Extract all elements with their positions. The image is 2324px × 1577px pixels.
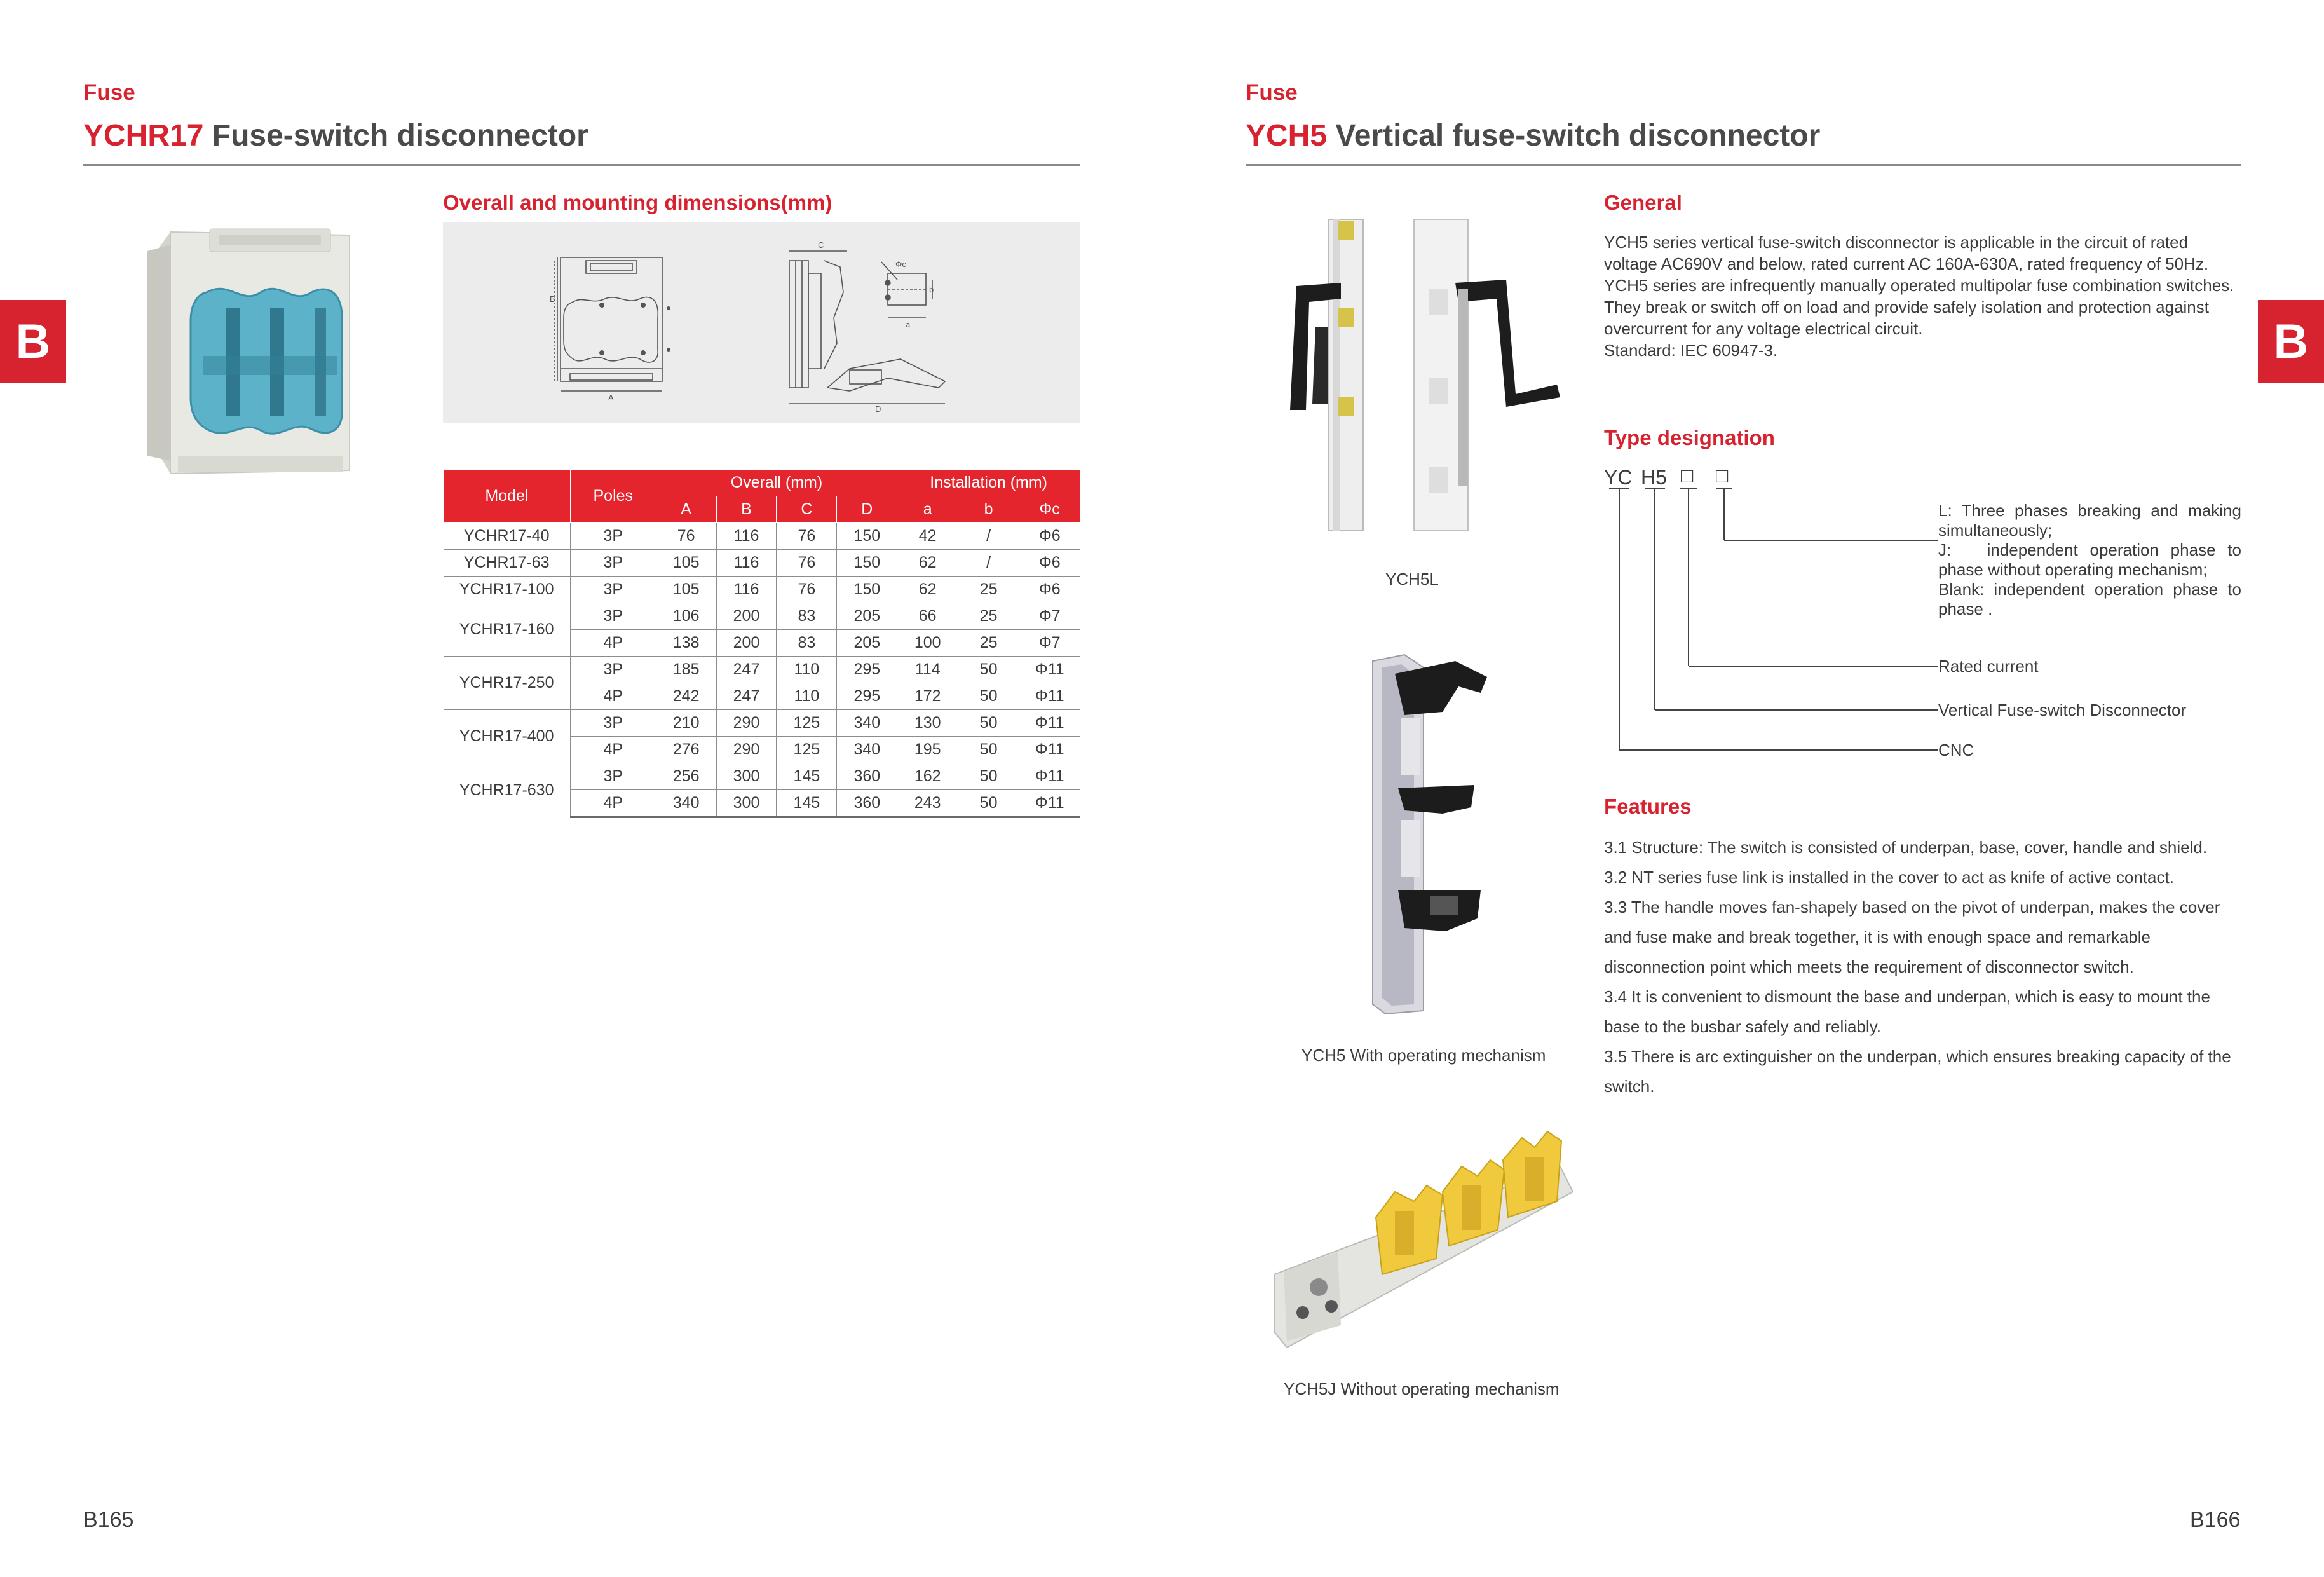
table-subheader: b	[958, 496, 1019, 523]
table-cell-value: 150	[837, 550, 897, 577]
table-cell-value: Φ11	[1019, 737, 1080, 763]
right-page-title	[1246, 118, 1820, 153]
table-cell-value: 256	[656, 763, 716, 790]
table-cell-value: Φ6	[1019, 577, 1080, 603]
table-cell-poles: 3P	[570, 763, 656, 790]
table-cell-value: 200	[716, 630, 777, 657]
ych5l-product-image	[1277, 213, 1570, 537]
type-code-h5: H5	[1641, 466, 1667, 489]
features-heading: Features	[1604, 795, 1692, 818]
table-cell-value: 300	[716, 763, 777, 790]
table-cell-poles: 4P	[570, 630, 656, 657]
ych5j-without-mechanism-image	[1268, 1122, 1579, 1351]
right-page-number: B166	[2190, 1508, 2241, 1532]
table-cell-value: Φ6	[1019, 523, 1080, 550]
table-cell-value: 150	[837, 523, 897, 550]
table-row	[444, 763, 1080, 790]
table-cell-value: 50	[958, 737, 1019, 763]
dimension-table-body	[444, 523, 1080, 817]
left-page-title	[83, 118, 588, 153]
table-cell-value: 106	[656, 603, 716, 630]
table-cell-value: 116	[716, 577, 777, 603]
table-header-model: Model	[444, 470, 571, 523]
table-cell-value: 105	[656, 577, 716, 603]
general-heading: General	[1604, 191, 1682, 214]
general-paragraph: YCH5 series vertical fuse-switch disconnector is applicable in the circuit of rated voltage AC690V and below, rated current AC 160A-630A, rated frequency of 50Hz.	[1604, 233, 2209, 273]
table-cell-value: 125	[777, 737, 837, 763]
type-code-box-2: □	[1716, 464, 1729, 487]
table-cell-value: 116	[716, 523, 777, 550]
general-paragraph: YCH5 series are infrequently manually operated multipolar fuse combination switches.	[1604, 276, 2234, 295]
table-cell-value: 276	[656, 737, 716, 763]
table-cell-value: 145	[777, 763, 837, 790]
left-page-number: B165	[83, 1508, 134, 1532]
left-title-rest: Fuse-switch disconnector	[212, 119, 588, 153]
type-label-j: J: independent operation phase to phase without operating mechanism;	[1938, 540, 2241, 579]
features-text: 3.1 Structure: The switch is consisted of underpan, base, cover, handle and shield. 3.2 NT series fuse link is installed in the cover to act as knife of active contact. 3.3 The handle moves fan-shapely based on the pivot of underpan, makes the cover and fuse make and break together, it is with enough space and remarkable disconnection point which meets the requirement of disconnector switch. 3.4 It is convenient to dismount the base and underpan, which is easy to mount the base to the busbar safely and reliably. 3.5 There is arc extinguisher on the underpan, which ensures breaking capacity of the switch.	[1604, 838, 2231, 1096]
table-cell-value: 66	[897, 603, 958, 630]
type-label-vertical: Vertical Fuse-switch Disconnector	[1938, 700, 2187, 720]
table-cell-value: 76	[656, 523, 716, 550]
table-cell-value: Φ7	[1019, 603, 1080, 630]
table-cell-value: 162	[897, 763, 958, 790]
table-cell-value: Φ11	[1019, 790, 1080, 817]
type-label-blank: Blank: independent operation phase to phase .	[1938, 580, 2241, 618]
right-title-rest: Vertical fuse-switch disconnector	[1335, 119, 1821, 153]
general-paragraph: They break or switch off on load and provide safely isolation and protection against overcurrent for any voltage electrical circuit.	[1604, 297, 2209, 338]
table-cell-value: 243	[897, 790, 958, 817]
table-cell-value: Φ11	[1019, 763, 1080, 790]
table-cell-value: 247	[716, 657, 777, 683]
type-label-l: L: Three phases breaking and making simultaneously;	[1938, 501, 2241, 540]
table-cell-value: Φ11	[1019, 710, 1080, 737]
table-cell-value: 76	[777, 577, 837, 603]
table-cell-poles: 3P	[570, 550, 656, 577]
table-cell-poles: 4P	[570, 737, 656, 763]
table-cell-value: 205	[837, 603, 897, 630]
table-cell-value: 138	[656, 630, 716, 657]
table-cell-value: 300	[716, 790, 777, 817]
table-cell-poles: 3P	[570, 523, 656, 550]
general-text	[1604, 231, 2241, 361]
table-cell-value: 205	[837, 630, 897, 657]
table-cell-value: 295	[837, 657, 897, 683]
table-cell-value: 125	[777, 710, 837, 737]
type-label-mechanism	[1938, 501, 2241, 619]
table-cell-model: YCHR17-63	[444, 550, 571, 577]
table-cell-value: 290	[716, 710, 777, 737]
drawing-label-phi: Φc	[895, 259, 906, 269]
table-subheader: B	[716, 496, 777, 523]
table-cell-value: 185	[656, 657, 716, 683]
table-cell-value: 360	[837, 763, 897, 790]
ychr17-product-image	[140, 219, 359, 483]
drawing-label-b: B	[550, 294, 555, 304]
table-cell-poles: 3P	[570, 657, 656, 683]
table-row	[444, 710, 1080, 737]
table-row	[444, 577, 1080, 603]
table-cell-value: Φ7	[1019, 630, 1080, 657]
table-cell-poles: 4P	[570, 790, 656, 817]
table-cell-value: Φ11	[1019, 657, 1080, 683]
type-designation-heading: Type designation	[1604, 426, 1775, 449]
table-cell-value: 25	[958, 603, 1019, 630]
type-label-cnc: CNC	[1938, 741, 1974, 760]
right-title-rule	[1246, 164, 2241, 166]
table-cell-value: Φ11	[1019, 683, 1080, 710]
table-cell-value: 25	[958, 630, 1019, 657]
table-cell-model: YCHR17-100	[444, 577, 571, 603]
table-cell-value: 50	[958, 710, 1019, 737]
table-cell-poles: 3P	[570, 710, 656, 737]
table-cell-model: YCHR17-630	[444, 763, 571, 817]
table-cell-value: Φ6	[1019, 550, 1080, 577]
ych5-with-mechanism-image	[1335, 648, 1500, 1017]
table-row	[444, 657, 1080, 683]
table-cell-value: 340	[656, 790, 716, 817]
table-cell-value: 200	[716, 603, 777, 630]
drawing-label-small-b: b	[929, 285, 934, 294]
type-code-box-1: □	[1681, 464, 1694, 487]
table-cell-value: 150	[837, 577, 897, 603]
table-cell-value: 110	[777, 683, 837, 710]
table-subheader: a	[897, 496, 958, 523]
table-subheader: Φc	[1019, 496, 1080, 523]
table-cell-value: 100	[897, 630, 958, 657]
table-header-poles: Poles	[570, 470, 656, 523]
table-cell-value: 110	[777, 657, 837, 683]
table-subheader: D	[837, 496, 897, 523]
dimensions-heading: Overall and mounting dimensions(mm)	[443, 191, 832, 214]
table-cell-poles: 3P	[570, 577, 656, 603]
table-cell-value: 105	[656, 550, 716, 577]
table-cell-model: YCHR17-40	[444, 523, 571, 550]
dimension-table	[443, 469, 1080, 818]
table-cell-value: 50	[958, 657, 1019, 683]
table-cell-model: YCHR17-250	[444, 657, 571, 710]
table-cell-poles: 4P	[570, 683, 656, 710]
table-cell-value: 340	[837, 710, 897, 737]
left-title-rule	[83, 164, 1080, 166]
table-cell-value: 114	[897, 657, 958, 683]
table-cell-value: 130	[897, 710, 958, 737]
table-cell-value: 195	[897, 737, 958, 763]
drawing-label-a: A	[608, 393, 614, 402]
table-cell-value: 210	[656, 710, 716, 737]
table-cell-value: 340	[837, 737, 897, 763]
right-category: Fuse	[1246, 80, 1298, 105]
table-cell-value: 42	[897, 523, 958, 550]
caption-ych5j-without-mechanism: YCH5J Without operating mechanism	[1284, 1379, 1560, 1398]
table-cell-value: 25	[958, 577, 1019, 603]
table-cell-model: YCHR17-400	[444, 710, 571, 763]
table-cell-value: 172	[897, 683, 958, 710]
dimension-drawing	[443, 222, 1080, 423]
drawing-label-d: D	[875, 404, 881, 414]
table-cell-model: YCHR17-160	[444, 603, 571, 657]
table-row	[444, 550, 1080, 577]
table-cell-value: 295	[837, 683, 897, 710]
table-cell-value: 247	[716, 683, 777, 710]
right-section-tab: B	[2258, 300, 2324, 383]
drawing-label-c: C	[818, 240, 824, 250]
right-title-code: YCH5	[1246, 119, 1328, 153]
table-subheader: C	[777, 496, 837, 523]
left-title-code: YCHR17	[83, 119, 204, 153]
table-cell-value: 62	[897, 550, 958, 577]
caption-ych5-with-mechanism: YCH5 With operating mechanism	[1301, 1046, 1546, 1065]
table-header-overall: Overall (mm)	[656, 470, 897, 496]
table-cell-value: 242	[656, 683, 716, 710]
table-cell-value: 50	[958, 683, 1019, 710]
caption-ych5l: YCH5L	[1385, 570, 1439, 589]
table-header-installation: Installation (mm)	[897, 470, 1080, 496]
table-cell-value: /	[958, 523, 1019, 550]
type-designation-leader-lines	[1601, 486, 1938, 766]
left-section-tab: B	[0, 300, 66, 383]
left-category: Fuse	[83, 80, 135, 105]
table-cell-value: 76	[777, 523, 837, 550]
type-code-yc: YC	[1604, 466, 1633, 489]
table-cell-value: 116	[716, 550, 777, 577]
type-label-rated-current: Rated current	[1938, 657, 2039, 676]
table-row	[444, 603, 1080, 630]
table-subheader: A	[656, 496, 716, 523]
table-cell-value: 83	[777, 603, 837, 630]
table-cell-value: 76	[777, 550, 837, 577]
table-cell-value: 83	[777, 630, 837, 657]
table-cell-value: 50	[958, 763, 1019, 790]
table-cell-value: 290	[716, 737, 777, 763]
table-cell-value: 50	[958, 790, 1019, 817]
table-cell-value: 62	[897, 577, 958, 603]
table-cell-value: 360	[837, 790, 897, 817]
table-cell-poles: 3P	[570, 603, 656, 630]
table-row	[444, 523, 1080, 550]
drawing-label-small-a: a	[906, 320, 911, 329]
general-paragraph: Standard: IEC 60947-3.	[1604, 341, 1778, 360]
table-cell-value: 145	[777, 790, 837, 817]
table-cell-value: /	[958, 550, 1019, 577]
